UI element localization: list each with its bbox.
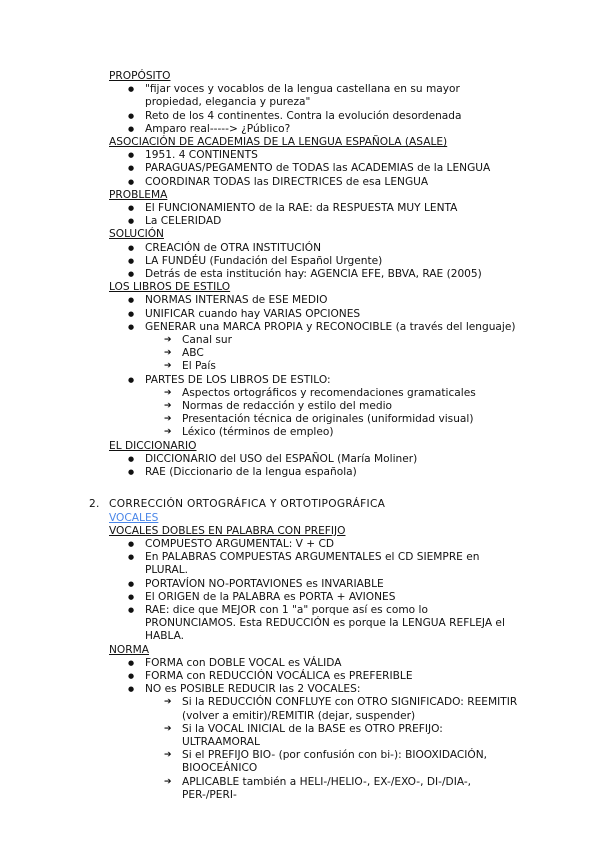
sub-list-item: ➔ APLICABLE también a HELI-/HELIO-, EX-/EXO-, DI-/DIA-, PER-/PERI-	[0, 776, 600, 802]
list-item: ● NO es POSIBLE REDUCIR las 2 VOCALES:	[0, 683, 600, 696]
list-item: ● En PALABRAS COMPUESTAS ARGUMENTALES el CD SIEMPRE en PLURAL.	[0, 551, 600, 577]
sub-list-item: ➔ Si el PREFIJO BIO- (por confusión con bi-): BIOOXIDACIÓN, BIOOCEÁNICO	[0, 749, 600, 775]
bullet-list	[0, 202, 600, 228]
bullet-list	[0, 657, 600, 802]
list-item: ● FORMA con REDUCCIÓN VOCÁLICA es PREFERIBLE	[0, 670, 600, 683]
list-item: ● RAE: dice que MEJOR con 1 "a" porque así es como lo PRONUNCIAMOS. Esta REDUCCIÓN es porque la LENGUA REFLEJA el HABLA.	[0, 604, 600, 644]
bullet-list	[0, 538, 600, 644]
section-heading-libros-de-estilo: LOS LIBROS DE ESTILO	[109, 281, 231, 294]
sub-list-item: ➔ Si la VOCAL INICIAL de la BASE es OTRO PREFIJO: ULTRAAMORAL	[0, 723, 600, 749]
sub-list-item: ➔ El País	[0, 360, 600, 373]
section-heading-problema: PROBLEMA	[109, 188, 168, 201]
list-item: ● Detrás de esta institución hay: AGENCIA EFE, BBVA, RAE (2005)	[0, 268, 600, 281]
bullet-list	[0, 242, 600, 282]
document-content	[0, 70, 600, 802]
sub-list-item: ➔ Canal sur	[0, 334, 600, 347]
bullet-list	[0, 453, 600, 479]
list-item: ● FORMA con DOBLE VOCAL es VÁLIDA	[0, 657, 600, 670]
list-item: ● UNIFICAR cuando hay VARIAS OPCIONES	[0, 308, 600, 321]
list-item: ● DICCIONARIO del USO del ESPAÑOL (María Moliner)	[0, 453, 600, 466]
sub-list-item: ➔ Léxico (términos de empleo)	[0, 426, 600, 439]
bullet-list	[0, 294, 600, 439]
list-item: ● El ORIGEN de la PALABRA es PORTA + AVIONES	[0, 591, 600, 604]
list-item: ● CREACIÓN de OTRA INSTITUCIÓN	[0, 242, 600, 255]
section-heading-proposito: PROPÓSITO	[109, 70, 171, 82]
section-heading-norma: NORMA	[109, 643, 150, 656]
heading-number: 2.	[89, 498, 100, 511]
section-heading-solucion: SOLUCIÓN	[109, 228, 164, 241]
list-item: ● PARTES DE LOS LIBROS DE ESTILO:	[0, 374, 600, 387]
list-item: ● "fijar voces y vocablos de la lengua castellana en su mayor propiedad, elegancia y pureza"	[0, 83, 600, 109]
sub-list-item: ➔ Aspectos ortográficos y recomendaciones gramaticales	[0, 387, 600, 400]
bullet-list	[0, 83, 600, 136]
list-item: ● 1951. 4 CONTINENTS	[0, 149, 600, 162]
section-heading-vocales-dobles: VOCALES DOBLES EN PALABRA CON PREFIJO	[109, 524, 346, 537]
sub-list-item: ➔ Presentación técnica de originales (uniformidad visual)	[0, 413, 600, 426]
list-item: ● PORTAVÍON NO-PORTAVIONES es INVARIABLE	[0, 578, 600, 591]
bullet-list	[0, 149, 600, 189]
list-item: ● Amparo real-----> ¿Público?	[0, 123, 600, 136]
list-item: ● COMPUESTO ARGUMENTAL: V + CD	[0, 538, 600, 551]
sub-list-item: ➔ Si la REDUCCIÓN CONFLUYE con OTRO SIGNIFICADO: REEMITIR (volver a emitir)/REMITIR (dejar, suspender)	[0, 696, 600, 722]
list-item: ● NORMAS INTERNAS de ESE MEDIO	[0, 294, 600, 307]
list-item: ● El FUNCIONAMIENTO de la RAE: da RESPUESTA MUY LENTA	[0, 202, 600, 215]
list-item: ● GENERAR una MARCA PROPIA y RECONOCIBLE (a través del lenguaje)	[0, 321, 600, 334]
section-heading-asale: ASOCIACIÓN DE ACADEMIAS DE LA LENGUA ESPAÑOLA (ASALE)	[109, 136, 448, 149]
section-heading-diccionario: EL DICCIONARIO	[109, 439, 197, 452]
sub-list-item: ➔ ABC	[0, 347, 600, 360]
sub-list-item: ➔ Normas de redacción y estilo del medio	[0, 400, 600, 413]
list-item: ● LA FUNDÉU (Fundación del Español Urgente)	[0, 255, 600, 268]
list-item: ● Reto de los 4 continentes. Contra la evolución desordenada	[0, 110, 600, 123]
list-item: ● RAE (Diccionario de la lengua española)	[0, 466, 600, 479]
numbered-heading	[0, 498, 600, 511]
list-item: ● PARAGUAS/PEGAMENTO de TODAS las ACADEMIAS de la LENGUA	[0, 162, 600, 175]
heading-title: CORRECCIÓN ORTOGRÁFICA Y ORTOTIPOGRÁFICA	[109, 498, 386, 511]
list-item: ● La CELERIDAD	[0, 215, 600, 228]
list-item: ● COORDINAR TODAS las DIRECTRICES de esa LENGUA	[0, 176, 600, 189]
vocales-link[interactable]: VOCALES	[109, 511, 159, 524]
